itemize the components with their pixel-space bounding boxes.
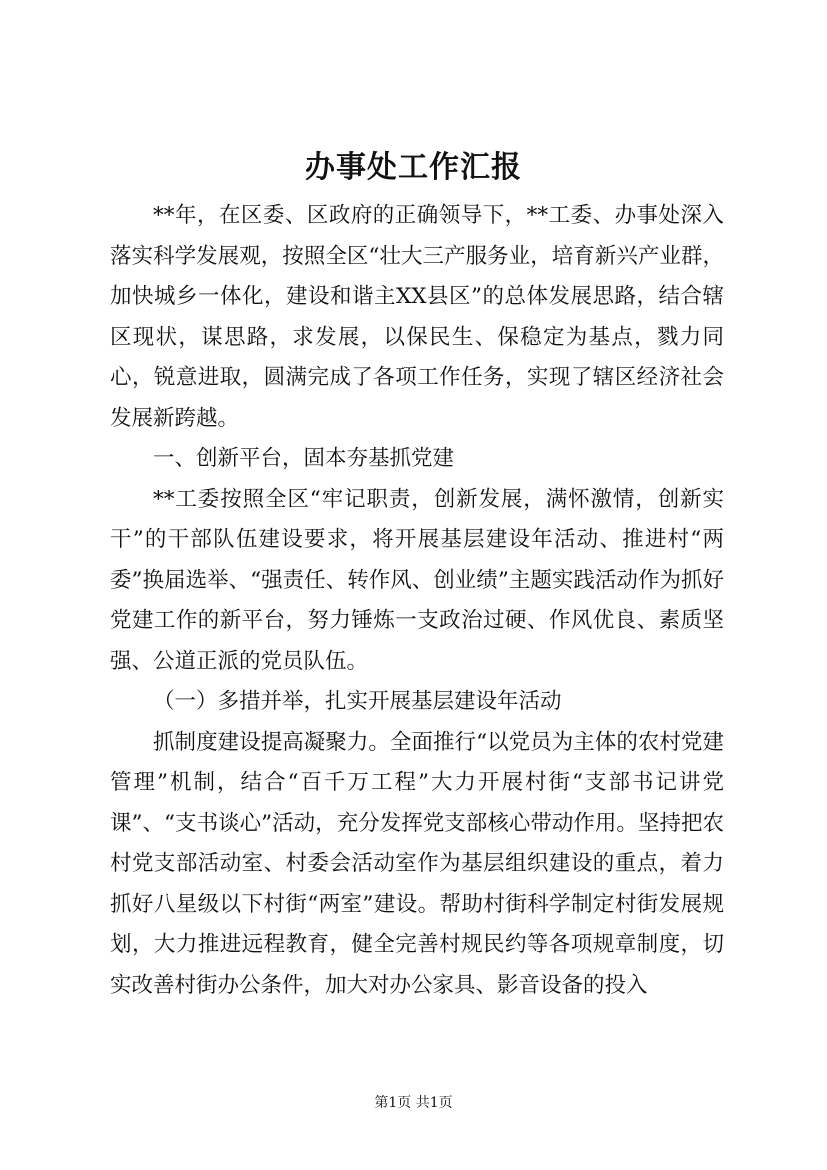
document-body (110, 196, 724, 1006)
paragraph-intro: **年，在区委、区政府的正确领导下，**工委、办事处深入落实科学发展观，按照全区“壮大三产服务业，培育新兴产业群，加快城乡一体化，建设和谐主XX县区”的总体发展思路，结合辖区现状，谋思路，求发展，以保民生、保稳定为基点，戮力同心，锐意进取，圆满完成了各项工作任务，实现了辖区经济社会发展新跨越。 (110, 203, 724, 431)
paragraph-party-building: **工委按照全区“牢记职责，创新发展，满怀激情，创新实干”的干部队伍建设要求，将开展基层建设年活动、推进村“两委”换届选举、“强责任、转作风、创业绩”主题实践活动作为抓好党建工作的新平台，努力锤炼一支政治过硬、作风优良、素质坚强、公道正派的党员队伍。 (110, 486, 724, 674)
section-heading-1: 一、创新平台，固本夯基抓党建 (153, 446, 455, 471)
subsection-heading-1: （一）多措并举，扎实开展基层建设年活动 (153, 689, 562, 714)
page-number-footer: 第1页 共1页 (374, 1095, 453, 1111)
paragraph-system-building: 抓制度建设提高凝聚力。全面推行“以党员为主体的农村党建管理”机制，结合“百千万工程”大力开展村街“支部书记讲党课”、“支书谈心”活动，充分发挥党支部核心带动作用。坚持把农村党支部活动室、村委会活动室作为基层组织建设的重点，着力抓好八星级以下村街“两室”建设。帮助村街科学制定村街发展规划，大力推进远程教育，健全完善村规民约等各项规章制度，切实改善村街办公条件，加大对办公家具、影音设备的投入 (110, 729, 724, 998)
document-title: 办事处工作汇报 (305, 150, 522, 185)
